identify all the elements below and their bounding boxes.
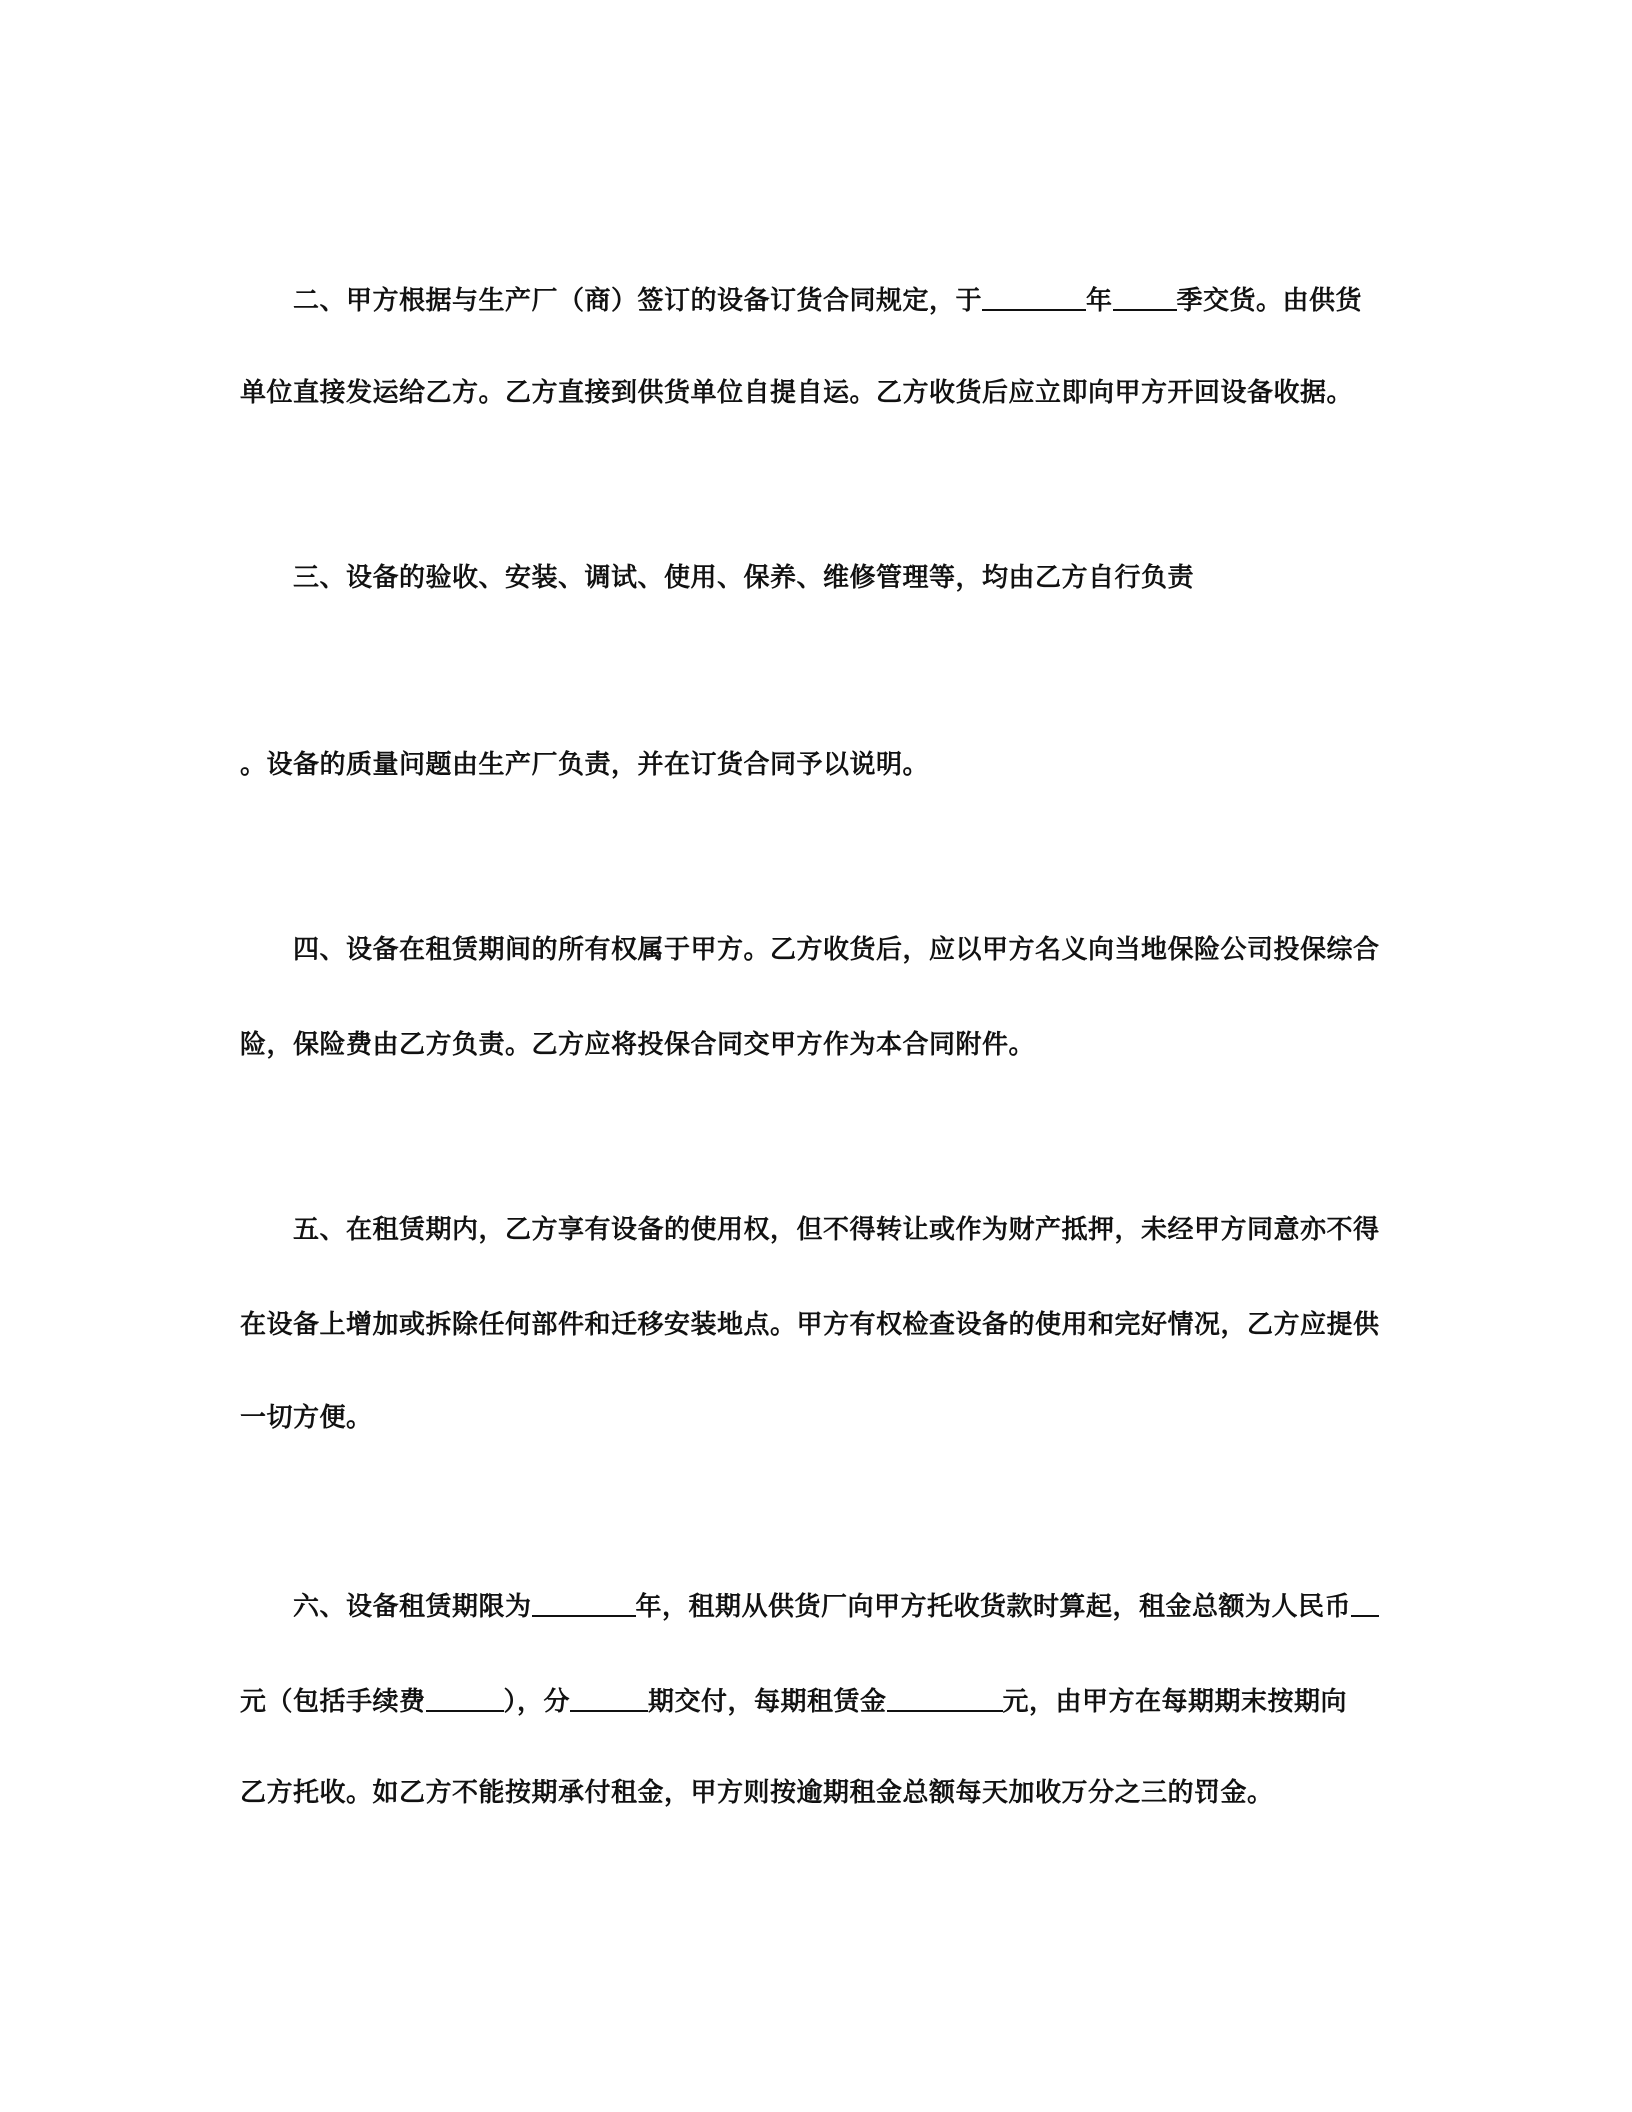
clause-6-text-f: 元，由甲方在每期期末按期向 <box>1002 1687 1348 1717</box>
clause-2-text-b: 年 <box>1086 286 1113 316</box>
clause-6-text-e: 期交付，每期租赁金 <box>648 1687 887 1717</box>
clause-6-text-a: 六、设备租赁期限为 <box>293 1592 532 1622</box>
clause-5-line-1: 五、在租赁期内，乙方享有设备的使用权，但不得转让或作为财产抵押，未经甲方同意亦不得 <box>293 1215 1380 1245</box>
season-blank[interactable] <box>1113 283 1177 311</box>
clause-2-line-1 <box>293 281 1362 315</box>
clause-4-line-1: 四、设备在租赁期间的所有权属于甲方。乙方收货后，应以甲方名义向当地保险公司投保综合 <box>293 935 1380 965</box>
installments-blank[interactable] <box>570 1684 648 1712</box>
clause-3-line-2: 。设备的质量问题由生产厂负责，并在订货合同予以说明。 <box>240 750 930 780</box>
clause-2-line-2: 单位直接发运给乙方。乙方直接到供货单位自提自运。乙方收货后应立即向甲方开回设备收据。 <box>240 378 1354 408</box>
clause-5-line-2: 在设备上增加或拆除任何部件和迁移安装地点。甲方有权检查设备的使用和完好情况，乙方应提供 <box>240 1310 1380 1340</box>
year-blank[interactable] <box>982 283 1086 311</box>
clause-5-line-3: 一切方便。 <box>240 1403 373 1433</box>
clause-6-text-c: 元（包括手续费 <box>240 1687 426 1717</box>
lease-years-blank[interactable] <box>532 1589 636 1617</box>
installment-amount-blank[interactable] <box>887 1684 1003 1712</box>
clause-6-line-2 <box>240 1682 1347 1716</box>
clause-2-text-a: 二、甲方根据与生产厂（商）签订的设备订货合同规定，于 <box>293 286 983 316</box>
clause-2-text-c: 季交货。由供货 <box>1176 286 1363 316</box>
clause-3-line-1: 三、设备的验收、安装、调试、使用、保养、维修管理等，均由乙方自行负责 <box>293 563 1195 593</box>
clause-6-line-3: 乙方托收。如乙方不能按期承付租金，甲方则按逾期租金总额每天加收万分之三的罚金。 <box>240 1778 1274 1808</box>
clause-6-text-b: 年，租期从供货厂向甲方托收货款时算起，租金总额为人民币 <box>635 1592 1352 1622</box>
total-rent-blank[interactable] <box>1351 1589 1379 1617</box>
clause-6-line-1 <box>293 1587 1379 1621</box>
clause-6-text-d: ），分 <box>503 1687 571 1717</box>
handling-fee-blank[interactable] <box>426 1684 504 1712</box>
clause-4-line-2: 险，保险费由乙方负责。乙方应将投保合同交甲方作为本合同附件。 <box>240 1030 1036 1060</box>
